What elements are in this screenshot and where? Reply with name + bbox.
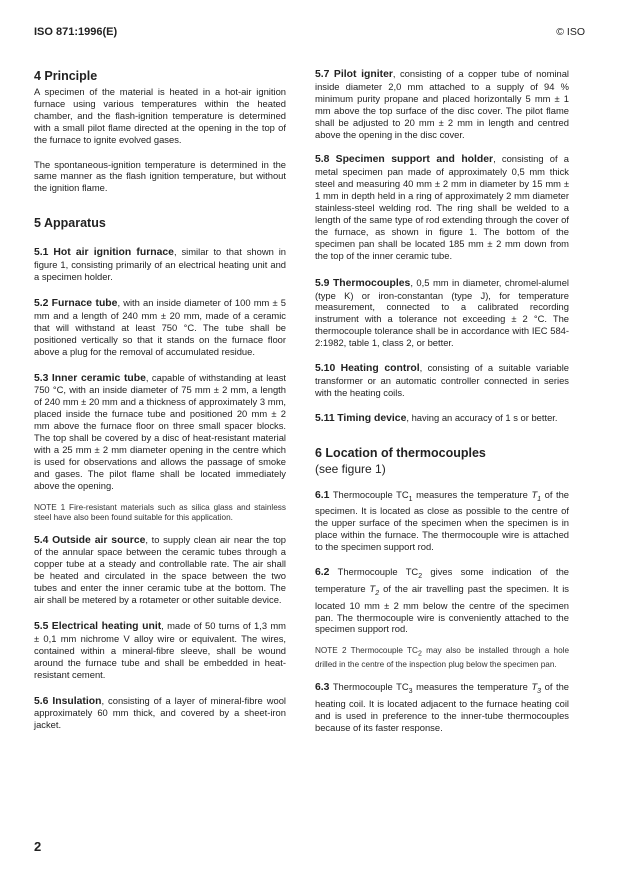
clause-number: 6.1	[315, 489, 330, 501]
clause-text: , capable of withstanding at least 750 °C, with an inside diameter of 75 mm ± 2 mm, a length of 240 mm ± 20 mm and a thickness of approximately 3 mm, placed inside the furnace tube and positioned 20 mm ± 2 mm above the furnace floor on three small spacer blocks. The top shall be covered by a disc of heat-resistant material with a 25 mm ± 2 mm diameter opening in the centre which is used for observations and allows the passage of smoke and gases. The pilot flame shall be located immediately above the opening.	[34, 371, 286, 491]
clause-text: , consisting of a suitable variable transformer or an automatic controller connected in series with the heating coils.	[315, 362, 569, 398]
clause-title: Heating control	[340, 363, 420, 375]
clause-5-6	[34, 695, 286, 732]
copyright-mark: © ISO	[556, 26, 585, 38]
clause-text: , 0,5 mm in diameter, chromel-alumel (type K) or iron-constantan (type J), for temperature measurement, connected to a calibrated recording instrument with a tolerance not exceeding ± 2 °C. The thermocouple tolerance shall be in accordance with IEC 584-2:1982, table 1, class 2, or better.	[315, 276, 569, 349]
clause-text: , to supply clean air near the top of the annular space between the ceramic tubes through a copper tube at a steady and controllable rate. The air shall be heated and circulated in the space between the two tubes and enter the inner ceramic tube at the bottom. The air shall be metered by a rotameter or other suitable device.	[34, 533, 286, 606]
clause-title: Insulation	[52, 695, 102, 707]
clause-6-1	[315, 489, 569, 553]
clause-6-3	[315, 681, 569, 734]
clause-5-2	[34, 297, 286, 358]
section-4-heading: 4 Principle	[34, 69, 98, 83]
clause-number: 5.7	[315, 69, 330, 80]
right-column	[315, 68, 569, 733]
clause-text: of the air travelling past the specimen. It is located 10 mm ± 2 mm below the centre of the specimen pan. The thermocouple wire is conveniently attached to the specimen support rod.	[315, 582, 569, 635]
clause-5-10	[315, 362, 569, 399]
clause-5-8	[315, 153, 569, 261]
section-5-heading: 5 Apparatus	[34, 216, 106, 231]
subscript: 2	[418, 572, 423, 580]
clause-text: , consisting of a layer of mineral-fibre wool approximately 60 mm thick, and covered by a sheet-iron jacket.	[34, 694, 286, 731]
clause-5-11	[315, 412, 569, 425]
clause-5-4	[34, 534, 286, 606]
clause-title: Outside air source	[52, 534, 146, 546]
note-1: NOTE 1 Fire-resistant materials such as silica glass and stainless steel have also been found suitable for this application.	[34, 502, 286, 522]
section-6-subheading: (see figure 1)	[315, 461, 386, 476]
clause-text: , having an accuracy of 1 s or better.	[406, 411, 558, 423]
clause-title: Inner ceramic tube	[51, 372, 146, 384]
subscript: 3	[537, 687, 542, 695]
clause-number: 5.8	[315, 154, 330, 166]
clause-6-2	[315, 566, 569, 635]
section-4-paragraph-2: The spontaneous-ignition temperature is determined in the same manner as the flash ignition temperature, but without the ignition flame.	[34, 158, 286, 194]
clause-text: Thermocouple TC	[337, 566, 419, 578]
clause-5-5	[34, 620, 286, 681]
clause-text: Thermocouple TC	[332, 680, 409, 692]
subscript: 1	[537, 495, 542, 503]
clause-text: , consisting of a copper tube of nominal inside diameter 2,0 mm attached to a supply of 94 % minimum purity propane and placed horizontally 5 mm ± 1 mm above the top surface of the disc cover. The pilot flame shall be adjusted to 20 mm ± 2 mm in length and centred above the opening in the disc cover.	[315, 68, 569, 140]
clause-text: , similar to that shown in figure 1, consisting primarily of an electrical heating unit and a specimen holder.	[34, 246, 286, 283]
clause-number: 5.3	[34, 372, 49, 384]
clause-title: Thermocouples	[332, 277, 411, 289]
clause-text: Thermocouple TC	[332, 488, 409, 500]
clause-text: of the heating coil. It is located adjacent to the furnace heating coil and is used in preference to the inner-tube thermocouples because of its faster response.	[315, 680, 570, 733]
clause-text: gives some indication of the temperature	[315, 566, 570, 594]
clause-text: , made of 50 turns of 1,3 mm ± 0,1 mm nichrome V alloy wire or equivalent. The wires, contained within a mineral-fibre sleeve, shall be wound around the furnace tube and shall be embedded in heat-resistant cement.	[34, 620, 286, 680]
page-number: 2	[34, 839, 42, 854]
clause-number: 5.4	[34, 534, 49, 546]
clause-text: measures the temperature	[412, 680, 532, 692]
subscript: 1	[408, 495, 413, 503]
temperature-symbol: T	[531, 680, 538, 692]
page-header	[34, 26, 585, 42]
subscript: 2	[417, 650, 422, 658]
clause-title: Furnace tube	[51, 297, 118, 309]
note-text: NOTE 2 Thermocouple TC	[315, 646, 418, 656]
subscript: 3	[408, 687, 413, 695]
note-text: may also be installed through a hole drilled in the centre of the inspection plug below the specimen pan.	[315, 646, 570, 669]
left-column	[34, 68, 286, 731]
clause-text: , consisting of a metal specimen pan made of approximately 0,5 mm thick steel and measuring 40 mm ± 2 mm in diameter by 15 mm ± 1 mm in depth held in a ring of approximately 2 mm diameter stainless-steel welding rod. The ring shall be welded to a length of the same type of rod extending through the cover of the furnace, as shown in figure 1. The bottom of the specimen pan shall be located 185 mm ± 2 mm down from the top of the inner ceramic tube.	[315, 153, 569, 261]
section-6-heading: 6 Location of thermocouples	[315, 445, 486, 460]
clause-title: Timing device	[337, 412, 407, 424]
clause-5-3	[34, 372, 286, 492]
clause-number: 5.11	[315, 412, 335, 424]
clause-text: of the specimen. It is located as close as possible to the centre of the upper surface of the specimen when the specimen is in place within the furnace. The thermocouple wire is attached to the specimen support rod.	[315, 488, 570, 553]
clause-number: 5.10	[315, 363, 336, 375]
note-2	[315, 646, 569, 670]
clause-number: 5.2	[34, 297, 49, 309]
clause-5-9	[315, 277, 569, 349]
section-4-paragraph-1: A specimen of the material is heated in a hot-air ignition furnace using various temperatures within the heated chamber, and the flash-ignition temperature is determined with a small pilot flame directed at the opening in the top of the furnace to ignite evolved gases.	[34, 86, 286, 145]
clause-number: 5.6	[34, 695, 49, 707]
standard-number: ISO 871:1996(E)	[34, 26, 118, 38]
clause-title: Specimen support and holder	[335, 154, 494, 166]
clause-number: 5.1	[34, 247, 49, 259]
clause-title: Electrical heating unit	[51, 621, 162, 632]
subscript: 2	[375, 589, 380, 597]
clause-title: Hot air ignition furnace	[53, 247, 174, 259]
clause-text: measures the temperature	[412, 488, 532, 500]
clause-5-1	[34, 246, 286, 283]
clause-number: 6.3	[315, 681, 330, 693]
temperature-symbol: T	[369, 582, 376, 594]
temperature-symbol: T	[531, 488, 538, 500]
clause-5-7	[315, 68, 569, 140]
clause-title: Pilot igniter	[333, 69, 393, 80]
clause-number: 6.2	[315, 567, 330, 579]
clause-number: 5.5	[34, 621, 49, 632]
clause-number: 5.9	[315, 277, 330, 289]
clause-text: , with an inside diameter of 100 mm ± 5 mm and a length of 240 mm ± 20 mm, made of a ceramic that will withstand at least 750 °C. The tube shall be positioned vertically so that it stands on the furnace floor above a plug for the removal of accumulated residue.	[34, 296, 287, 357]
